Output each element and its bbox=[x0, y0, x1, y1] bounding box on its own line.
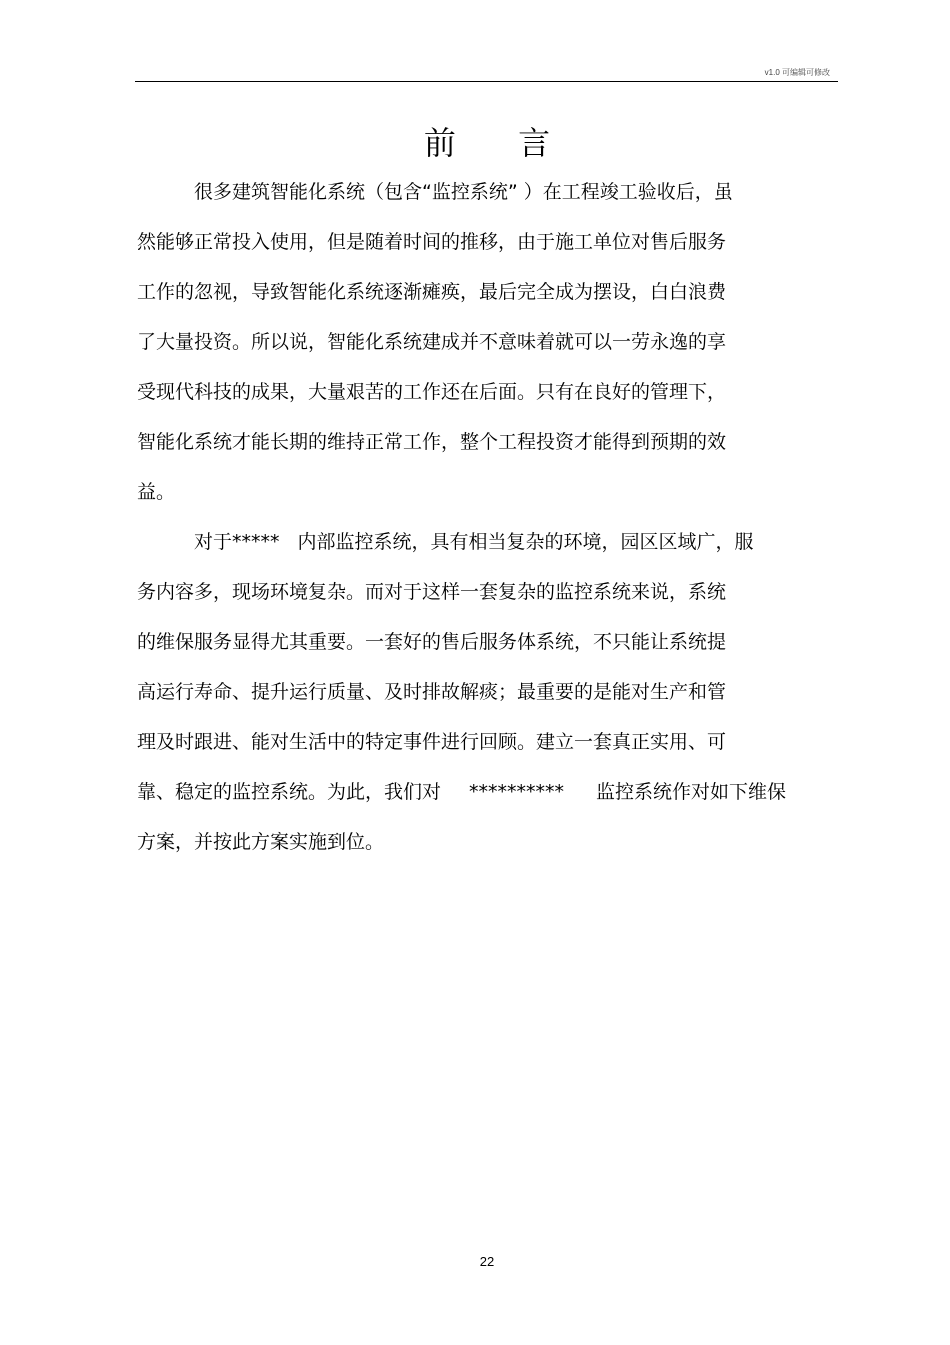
paragraph-line: 理及时跟进、能对生活中的特定事件进行回顾。建立一套真正实用、可 bbox=[137, 731, 727, 753]
paragraph-text: 对于***** bbox=[194, 531, 280, 553]
paragraph-line bbox=[137, 517, 837, 567]
page-title: 前 言 bbox=[423, 124, 577, 162]
header-version-note: v1.0 可编辑可修改 bbox=[764, 68, 830, 77]
paragraph-text: ********** bbox=[469, 781, 565, 803]
paragraph-maintenance bbox=[137, 517, 837, 867]
paragraph-text: 监控系统作对如下维保 bbox=[596, 781, 787, 803]
paragraph-intro bbox=[137, 167, 837, 517]
paragraph-line: 务内容多，现场环境复杂。而对于这样一套复杂的监控系统来说，系统 bbox=[137, 581, 727, 603]
paragraph-line: 高运行寿命、提升运行质量、及时排故解痰；最重要的是能对生产和管 bbox=[137, 681, 727, 703]
paragraph-line: 的维保服务显得尤其重要。一套好的售后服务体系统，不只能让系统提 bbox=[137, 631, 727, 653]
paragraph-line: 很多建筑智能化系统（包含“监控系统” ）在工程竣工验收后，虽 bbox=[194, 181, 733, 203]
paragraph-line bbox=[137, 767, 837, 817]
paragraph-line: 方案，并按此方案实施到位。 bbox=[137, 831, 385, 853]
paragraph-line: 益。 bbox=[137, 481, 176, 503]
paragraph-text: 内部监控系统，具有相当复杂的环境，园区区域广，服 bbox=[297, 531, 754, 553]
header-divider bbox=[135, 81, 838, 82]
page-number: 22 bbox=[479, 1254, 495, 1269]
paragraph-line: 工作的忽视，导致智能化系统逐渐瘫痪，最后完全成为摆设，白白浪费 bbox=[137, 281, 727, 303]
paragraph-line: 智能化系统才能长期的维持正常工作，整个工程投资才能得到预期的效 bbox=[137, 431, 727, 453]
paragraph-text: 靠、稳定的监控系统。为此，我们对 bbox=[137, 781, 442, 803]
paragraph-line: 然能够正常投入使用，但是随着时间的推移，由于施工单位对售后服务 bbox=[137, 231, 727, 253]
paragraph-line: 受现代科技的成果，大量艰苦的工作还在后面。只有在良好的管理下， bbox=[137, 381, 727, 403]
paragraph-line: 了大量投资。所以说，智能化系统建成并不意味着就可以一劳永逸的享 bbox=[137, 331, 727, 353]
